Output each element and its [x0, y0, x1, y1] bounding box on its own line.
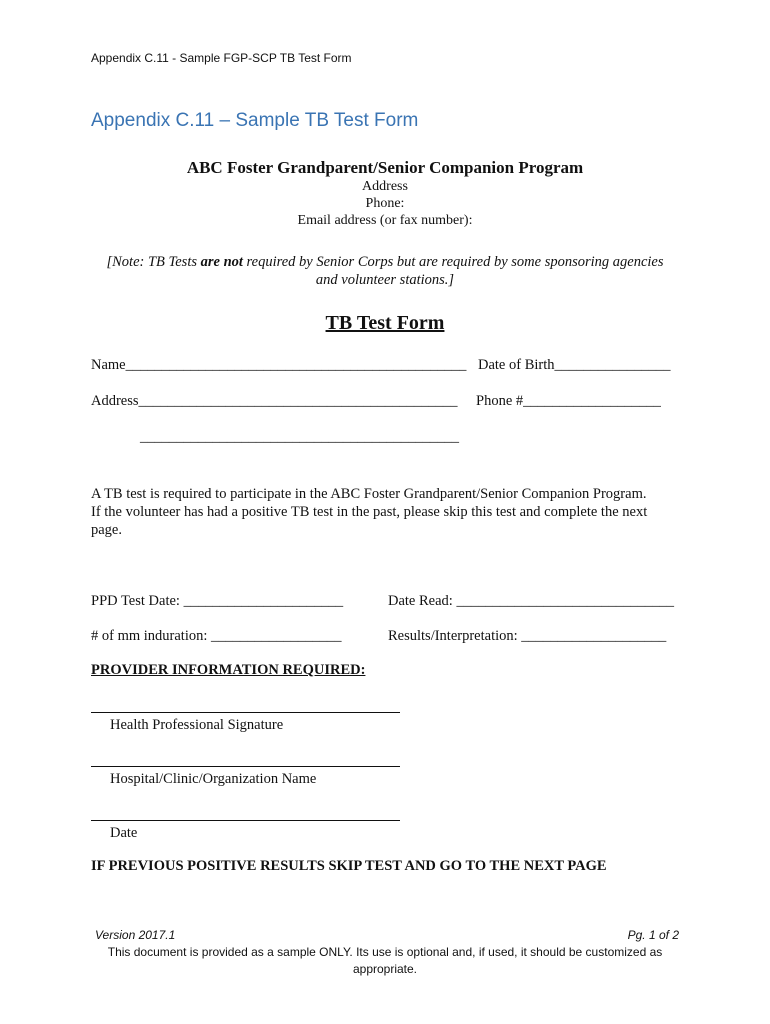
org-address-label: Address [362, 179, 408, 194]
version-label: Version 2017.1 [95, 928, 176, 942]
date-line[interactable] [91, 820, 400, 821]
note-suffix: required by Senior Corps but are required by some sponsoring agencies [242, 254, 664, 270]
mm-induration-field[interactable]: # of mm induration: __________________ [91, 628, 342, 644]
note-prefix: [Note: TB Tests [106, 254, 201, 270]
results-interpretation-field[interactable]: Results/Interpretation: ____________________ [388, 628, 667, 644]
org-phone-label: Phone: [365, 196, 405, 211]
skip-test-notice: IF PREVIOUS POSITIVE RESULTS SKIP TEST AND GO TO THE NEXT PAGE [91, 858, 607, 874]
disclaimer-line-2: appropriate. [352, 962, 418, 976]
note-line-1 [0, 253, 770, 271]
org-email-label: Email address (or fax number): [297, 213, 473, 228]
address-field[interactable]: Address____________________________________________ [91, 393, 458, 409]
date-label: Date [110, 825, 138, 841]
page-number: Pg. 1 of 2 [627, 928, 679, 942]
organization-name-line[interactable] [91, 766, 400, 767]
note-emphasis: are not [200, 254, 243, 270]
paragraph-line-2: If the volunteer has had a positive TB test in the past, please skip this test and complete the next [91, 504, 648, 520]
provider-info-heading: PROVIDER INFORMATION REQUIRED: [91, 662, 366, 678]
name-field[interactable]: Name_______________________________________________ [91, 357, 467, 373]
form-title: TB Test Form [325, 312, 445, 334]
date-read-field[interactable]: Date Read: ______________________________ [388, 593, 674, 609]
phone-field[interactable]: Phone #___________________ [476, 393, 661, 409]
paragraph-line-3: page. [91, 522, 122, 538]
running-header: Appendix C.11 - Sample FGP-SCP TB Test Form [91, 51, 352, 65]
organization-name-label: Hospital/Clinic/Organization Name [110, 771, 317, 787]
ppd-test-date-field[interactable]: PPD Test Date: ______________________ [91, 593, 344, 609]
note-block [0, 253, 770, 289]
appendix-title: Appendix C.11 – Sample TB Test Form [91, 110, 419, 131]
paragraph-line-1: A TB test is required to participate in the ABC Foster Grandparent/Senior Companion Program. [91, 486, 647, 502]
disclaimer-line-1: This document is provided as a sample ONLY. Its use is optional and, if used, it should be customized as [107, 945, 663, 959]
address-line-2-field[interactable]: ____________________________________________ [140, 429, 459, 445]
requirement-paragraph [91, 485, 681, 539]
note-line-2: and volunteer stations.] [315, 272, 455, 288]
date-of-birth-field[interactable]: Date of Birth________________ [478, 357, 671, 373]
program-name: ABC Foster Grandparent/Senior Companion Program [186, 158, 584, 177]
signature-line[interactable] [91, 712, 400, 713]
health-professional-signature-label: Health Professional Signature [110, 717, 284, 733]
